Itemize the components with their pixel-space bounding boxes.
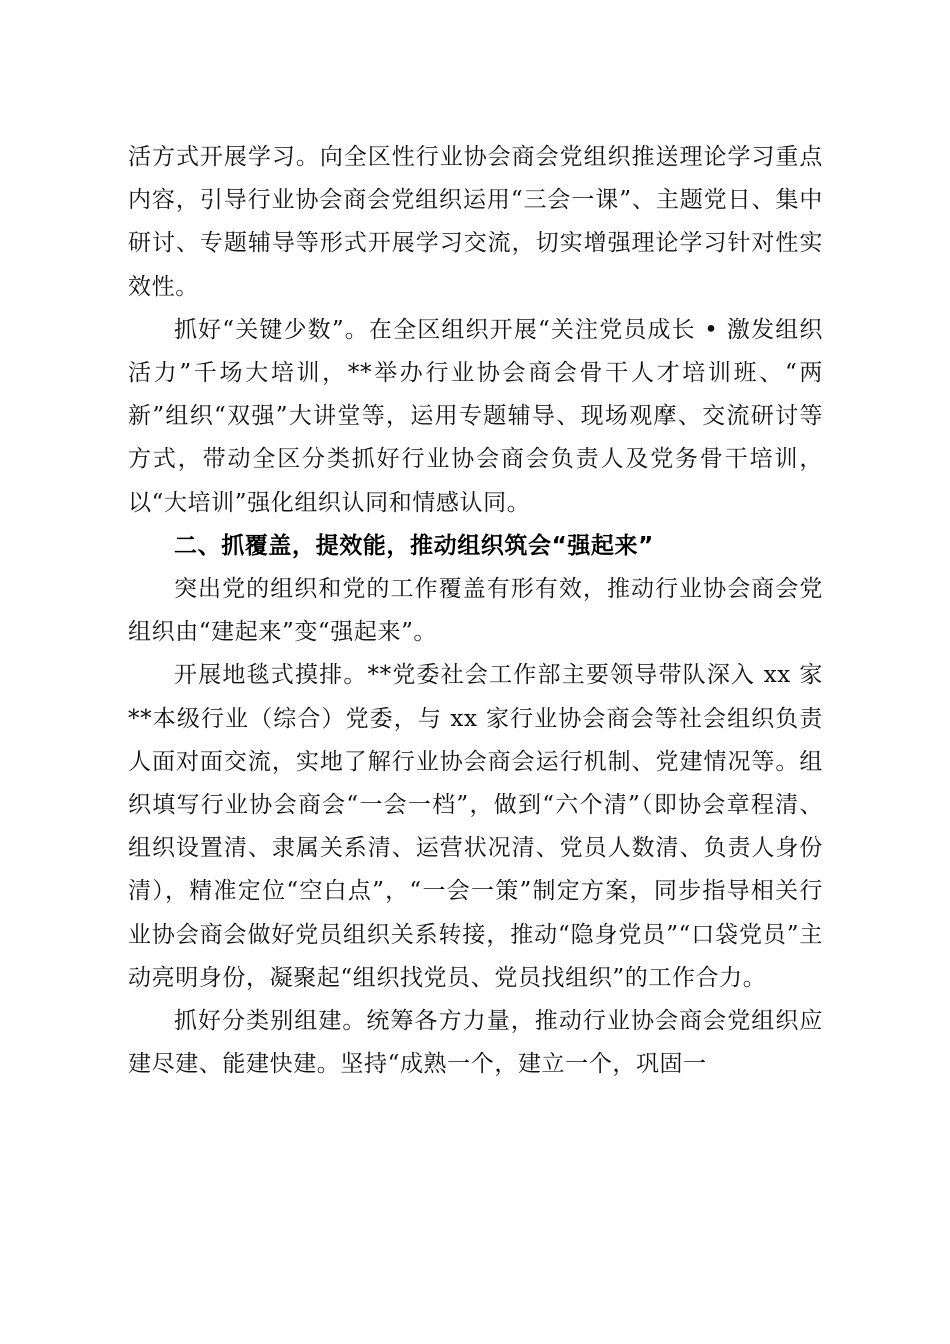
section-heading-2: 二、抓覆盖，提效能，推动组织筑会“强起来” <box>174 532 654 559</box>
paragraph-continuation: 活方式开展学习。向全区性行业协会商会党组织推送理论学习重点内容，引导行业协会商会党组织运用“三会一课”、主题党日、集中研讨、专题辅导等形式开展学习交流，切实增强理论学习针对性实效性。 <box>128 144 823 300</box>
paragraph-survey: 开展地毯式摸排。**党委社会工作部主要领导带队深入 xx 家**本级行业（综合）党委，与 xx 家行业协会商会等社会组织负责人面对面交流，实地了解行业协会商会运行机制、党建情况等。组织填写行业协会商会“一会一档”，做到“六个清”（即协会章程清、组织设置清、隶属关系清、运营状况清、党员人数清、负责人身份清），精准定位“空白点”，“一会一策”制定方案，同步指导相关行业协会商会做好党员组织关系转接，推动“隐身党员”“口袋党员”主动亮明身份，凝聚起“组织找党员、党员找组织”的工作合力。 <box>128 662 823 991</box>
document-body <box>128 136 823 1086</box>
paragraph-coverage-intro: 突出党的组织和党的工作覆盖有形有效，推动行业协会商会党组织由“建起来”变“强起来”。 <box>128 576 823 646</box>
paragraph-key-minority: 抓好“关键少数”。在全区组织开展“关注党员成长 • 激发组织活力”千场大培训，**举办行业协会商会骨干人才培训班、“两新”组织“双强”大讲堂等，运用专题辅导、现场观摩、交流研讨等方式，带动全区分类抓好行业协会商会负责人及党务骨干培训，以“大培训”强化组织认同和情感认同。 <box>128 316 823 516</box>
paragraph-classified-build: 抓好分类别组建。统筹各方力量，推动行业协会商会党组织应建尽建、能建快建。坚持“成熟一个，建立一个，巩固一 <box>128 1008 823 1078</box>
